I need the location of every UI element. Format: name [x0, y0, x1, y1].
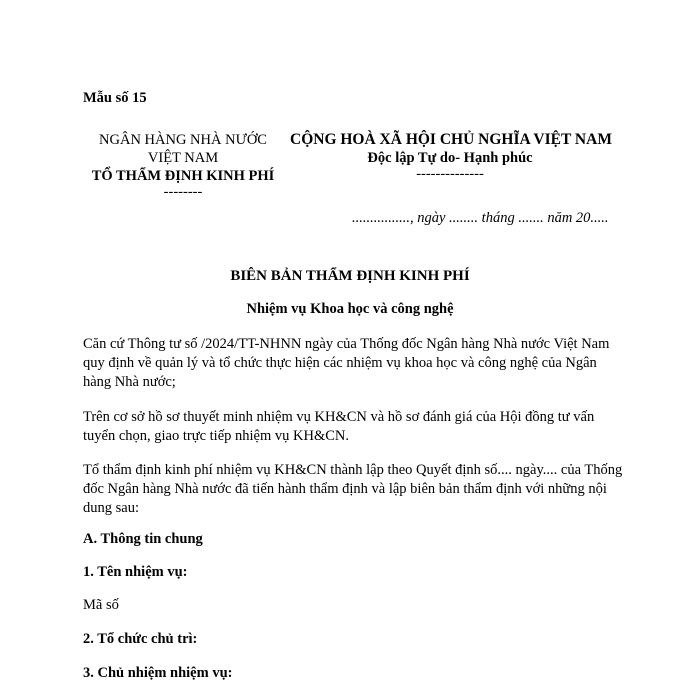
paragraph-legal-basis: Căn cứ Thông tư số /2024/TT-NHNN ngày của Thống đốc Ngân hàng Nhà nước Việt Nam quy định về quản lý và tổ chức thực hiện các nhiệm vụ khoa học và công nghệ của Ngân hàng Nhà nước; [83, 336, 610, 390]
nation-name: CỘNG HOÀ XÃ HỘI CHỦ NGHĨA VIỆT NAM [290, 131, 612, 148]
national-motto: Độc lập Tự do- Hạnh phúc [367, 150, 533, 166]
paragraph-dossier-basis: Trên cơ sở hồ sơ thuyết minh nhiệm vụ KH&CN và hồ sơ đánh giá của Hội đồng tư vấn tuyển chọn, giao trực tiếp nhiệm vụ KH&CN. [83, 409, 595, 444]
unit-name: TỔ THẨM ĐỊNH KINH PHÍ [91, 168, 275, 184]
left-header [80, 131, 286, 199]
task-name-label: 1. Tên nhiệm vụ: [83, 564, 188, 580]
document-title: BIÊN BẢN THẨM ĐỊNH KINH PHÍ [230, 268, 470, 284]
org-name-line1: NGÂN HÀNG NHÀ NƯỚC [99, 132, 267, 148]
task-code-label: Mã số [83, 597, 119, 613]
paragraph-appraisal-team: Tổ thẩm định kinh phí nhiệm vụ KH&CN thành lập theo Quyết định số.... ngày.... của Thống đốc Ngân hàng Nhà nước đã tiến hành thẩm định và lập biên bản thẩm định với những nội dung sau: [83, 462, 623, 516]
form-number: Mẫu số 15 [83, 90, 147, 106]
host-organization-label: 2. Tổ chức chủ trì: [83, 631, 198, 647]
org-name-line2: VIỆT NAM [147, 150, 219, 166]
section-a-heading: A. Thông tin chung [83, 531, 203, 547]
right-header [290, 131, 610, 181]
place-date-line: ................, ngày ........ tháng ....... năm 20..... [352, 210, 609, 226]
document-subtitle: Nhiệm vụ Khoa học và công nghệ [246, 301, 454, 317]
left-header-divider: -------- [163, 184, 203, 200]
right-header-divider: -------------- [416, 166, 484, 182]
task-leader-label: 3. Chủ nhiệm nhiệm vụ: [83, 665, 233, 681]
